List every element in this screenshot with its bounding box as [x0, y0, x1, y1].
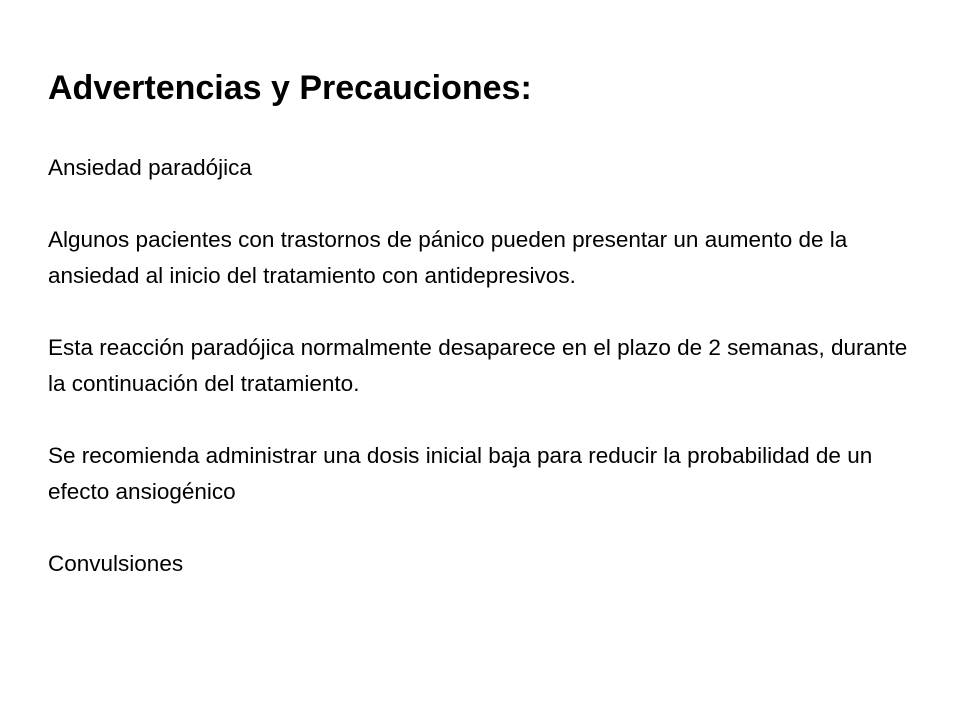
slide-title: Advertencias y Precauciones:	[48, 69, 532, 107]
paragraph-initial-dose: Se recomienda administrar una dosis inicial baja para reducir la probabilidad de un efecto ansiogénico	[48, 443, 873, 504]
paragraph-paradoxical-reaction: Esta reacción paradójica normalmente desaparece en el plazo de 2 semanas, durante la continuación del tratamiento.	[48, 335, 908, 396]
subheading-convulsions: Convulsiones	[48, 551, 184, 576]
paragraph-panic-patients: Algunos pacientes con trastornos de pánico pueden presentar un aumento de la ansiedad al inicio del tratamiento con antidepresivos.	[48, 227, 848, 288]
subheading-paradoxical-anxiety: Ansiedad paradójica	[48, 155, 252, 180]
slide-body	[48, 150, 908, 582]
